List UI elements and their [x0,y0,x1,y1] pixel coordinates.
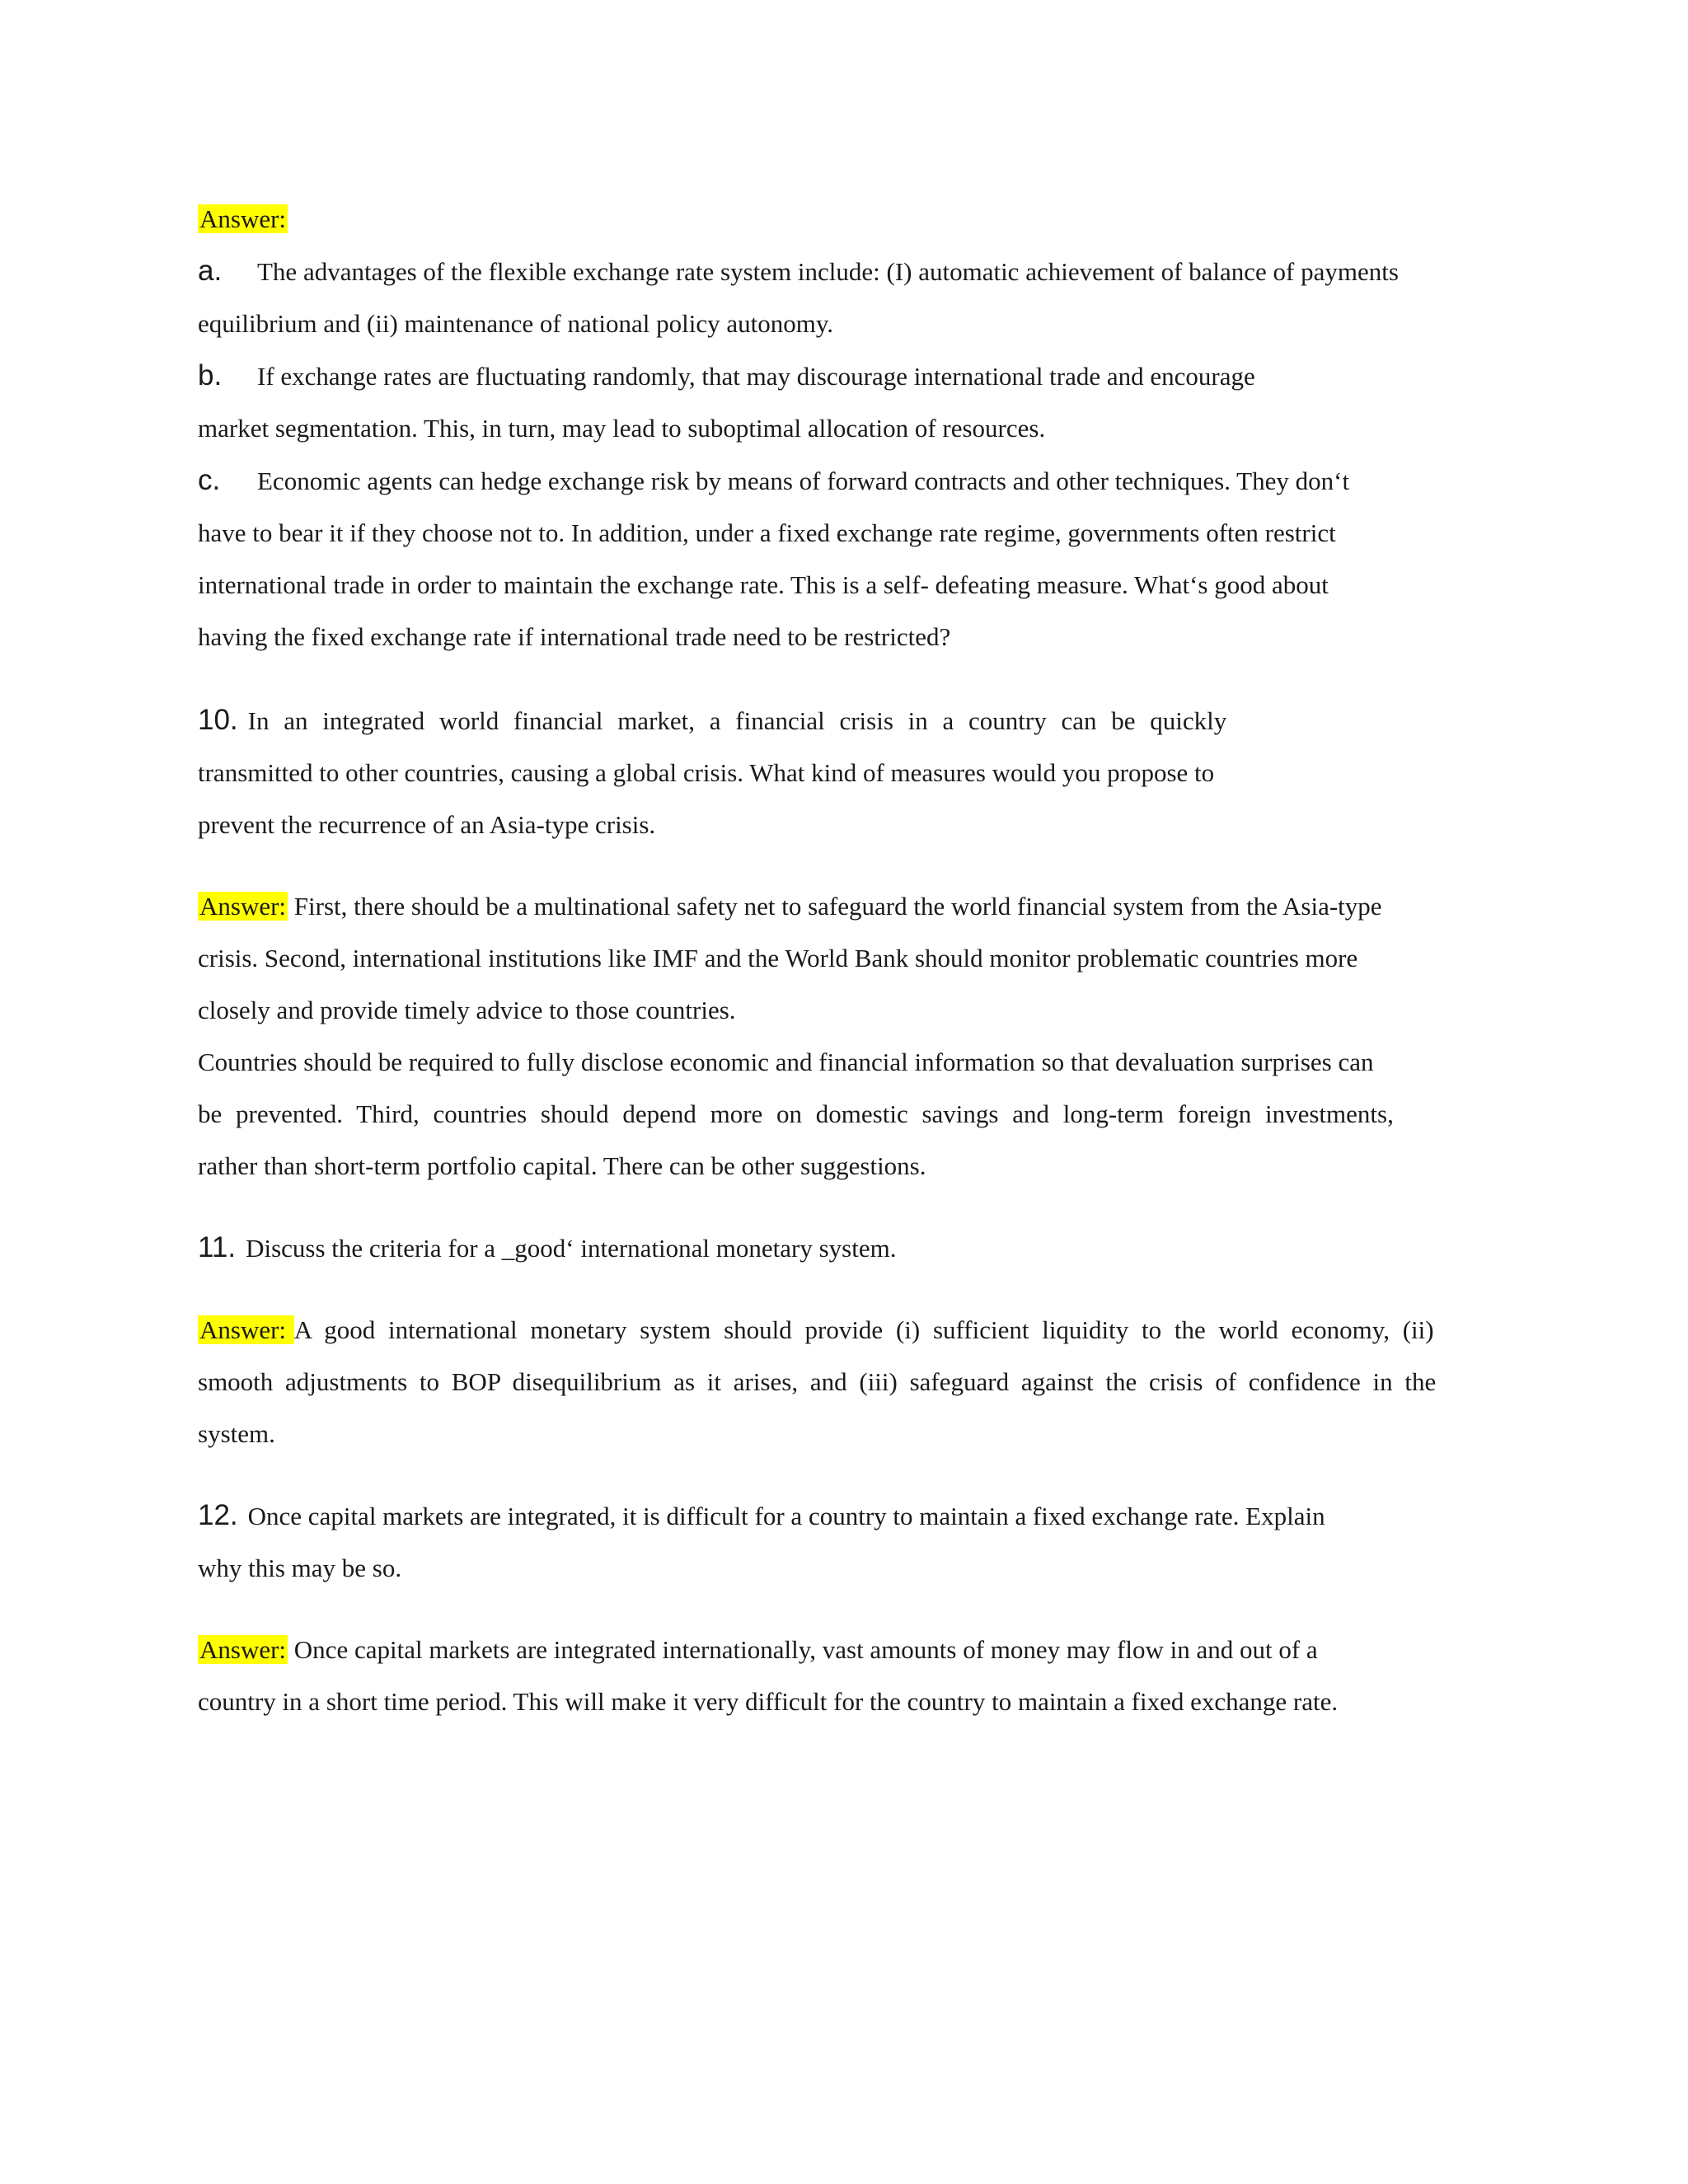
q9a-marker: a. [198,255,223,287]
q10-answer-line4: Countries should be required to fully disclose economic and financial information so that devaluation surprises can [198,1047,1374,1076]
q11-answer-label: Answer: [199,1315,293,1344]
q11-number: 11. [198,1231,237,1263]
q11-answer-line2: smooth adjustments to BOP disequilibrium as it arises, and (iii) safeguard against the crisis of confidence in the [198,1367,1437,1396]
q12-line2: why this may be so. [198,1554,402,1582]
q9c-line1: Economic agents can hedge exchange risk by means of forward contracts and other techniques. They don‘t [257,466,1350,495]
q11-answer-line3: system. [198,1419,275,1448]
q11-answer-line1: A good international monetary system should provide (i) sufficient liquidity to the world economy, (ii) [293,1315,1434,1344]
q9c-line3: international trade in order to maintain the exchange rate. This is a self- defeating measure. What‘s good about [198,570,1329,599]
q12-number: 12. [198,1499,238,1531]
q9b-marker: b. [198,359,223,391]
q9a-line1: The advantages of the flexible exchange rate system include: (I) automatic achievement of balance of payments [257,257,1399,286]
answer-heading [198,193,1484,245]
q9b-line2: market segmentation. This, in turn, may lead to suboptimal allocation of resources. [198,414,1046,443]
q10-answer-line2: crisis. Second, international institutions like IMF and the World Bank should monitor problematic countries more [198,944,1358,972]
q9c-line4: having the fixed exchange rate if international trade need to be restricted? [198,622,951,651]
q9c-paragraph [198,454,1484,663]
q12-answer-line1: Once capital markets are integrated internationally, vast amounts of money may flow in and out of a [288,1635,1318,1664]
q10-question [198,694,1484,851]
q10-line2: transmitted to other countries, causing a global crisis. What kind of measures would you propose to [198,758,1215,787]
q11-answer [198,1304,1484,1460]
q10-answer [198,880,1484,1192]
q10-answer-line6: rather than short-term portfolio capital. There can be other suggestions. [198,1151,926,1180]
q10-answer-line1: First, there should be a multinational safety net to safeguard the world financial system from the Asia-type [288,892,1382,921]
q9b-paragraph [198,349,1484,454]
document-page [198,193,1484,1727]
q9a-line2: equilibrium and (ii) maintenance of national policy autonomy. [198,309,834,338]
q12-answer [198,1624,1484,1727]
q9c-marker: c. [198,464,221,496]
q10-number: 10. [198,704,238,736]
q11-question [198,1221,1484,1274]
q10-answer-label: Answer: [199,892,287,921]
q10-line1: In an integrated world financial market, a financial crisis in a country can be quickly [247,706,1227,735]
answer-label-highlight: Answer: [199,204,287,233]
q10-answer-line5: be prevented. Third, countries should depend more on domestic savings and long-term foreign investments, [198,1099,1394,1128]
q11-line1: Discuss the criteria for a _good‘ international monetary system. [246,1234,897,1263]
q9c-line2: have to bear it if they choose not to. In addition, under a fixed exchange rate regime, governments often restrict [198,518,1336,547]
q12-answer-line2: country in a short time period. This will make it very difficult for the country to maintain a fixed exchange rate. [198,1687,1339,1716]
q9b-line1: If exchange rates are fluctuating randomly, that may discourage international trade and encourage [257,362,1255,391]
q10-answer-line3: closely and provide timely advice to those countries. [198,996,736,1024]
q10-line3: prevent the recurrence of an Asia-type crisis. [198,810,656,839]
q12-answer-label: Answer: [199,1635,287,1664]
q12-line1: Once capital markets are integrated, it is difficult for a country to maintain a fixed exchange rate. Explain [247,1502,1325,1530]
q9a-paragraph [198,245,1484,349]
q12-question [198,1489,1484,1594]
